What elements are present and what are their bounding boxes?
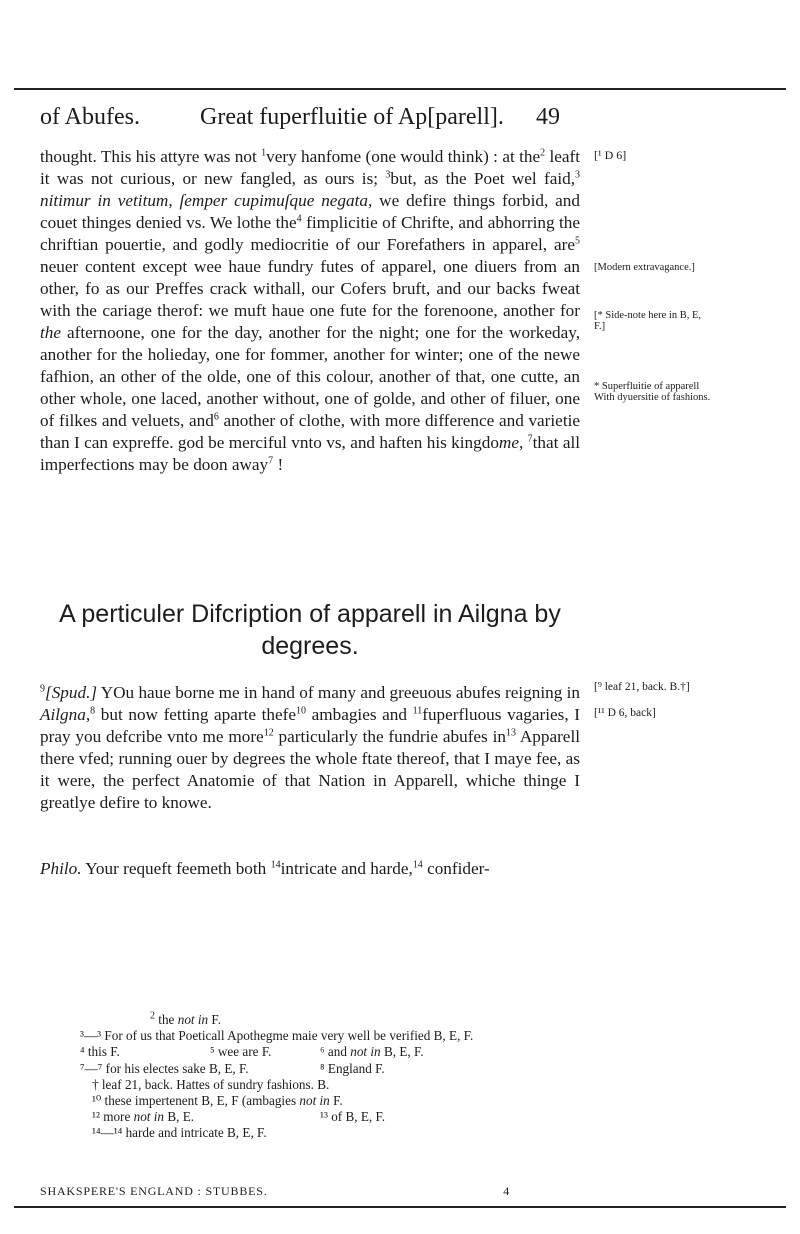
sidenote-d6-back: [¹¹ D 6, back] bbox=[594, 707, 656, 719]
footnote-14: ¹⁴—¹⁴ harde and intricate B, E, F. bbox=[92, 1125, 267, 1141]
sidenote-d6: [¹ D 6] bbox=[594, 148, 627, 162]
footnote-12-13: ¹² more not in B, E. ¹³ of B, E, F. bbox=[92, 1109, 386, 1125]
top-rule bbox=[14, 88, 786, 90]
page-footer bbox=[40, 1184, 510, 1199]
sidenote-side-note-here: [* Side-note here in B, E, F.] bbox=[594, 310, 702, 332]
section-title: A perticuler Difcription of apparell in Ailgna by degrees. bbox=[59, 600, 561, 660]
header-center: Great fuperfluitie of Ap[parell]. bbox=[200, 104, 504, 130]
footnote-2: $^2$ the not in F. bbox=[150, 1010, 221, 1027]
sidenote-superfluitie: * Superfluitie of apparell With dyuersitie of fashions. bbox=[594, 381, 711, 403]
sidenote-modern-extravagance: [Modern extravagance.] bbox=[594, 262, 695, 273]
paragraph-2: $^9$[Spud.] YOu haue borne me in hand of many and greeuous abufes reigning in Ailgna,$^8$ but now fetting aparte thefe$^{10}$ ambagies and $^{11}$fuperfluous vagaries, I pray you defcribe vnto me more$^{12}$ particularly the fundrie abufes $in^{13}$ Apparell there vfed; running ouer by degrees the whole ftate thereof, that I maye fee, as it were, the perfect Anatomie of that Nation in Apparell, whiche thinge I greatlye defire to knowe. bbox=[40, 683, 580, 812]
footer-title: SHAKSPERE'S ENGLAND : STUBBES. bbox=[40, 1184, 268, 1198]
footnotes bbox=[80, 1012, 600, 1142]
footnote-10: ¹⁰ these impertenent B, E, F (ambagies not in F. bbox=[92, 1093, 343, 1109]
bottom-rule bbox=[14, 1206, 786, 1208]
footnote-dagger: † leaf 21, back. Hattes of sundry fashions. B. bbox=[92, 1076, 330, 1092]
running-header bbox=[40, 104, 560, 134]
paragraph-1: thought. This his attyre was not $^1$very hanfome (one would think) : at the$^2$ leaft it was not curious, or new fangled, as ours is; $^3$but, as the Poet wel faid,$^3$ nitimur in vetitum, ſemper cupimuſque negata, we defire things forbid, and couet thinges denied vs. We lothe the$^4$ fimplicitie of Chrifte, and abhorring the chriftian pouertie, and godly mediocritie of our Forefathers in apparel, are$^5$ neuer content except wee haue fundry futes of apparel, one diuers from an other, fo as our Preffes crack withall, our Cofers bruft, and our backs fweat with the cariage therof: we muft haue one fute for the forenoone, another for the afternoone, one for the day, another for the night; one for the workeday, another for the holieday, one for fommer, another for winter; one of the newe fafhion, an other of the olde, one of this colour, another of that, one cutte, an other whole, one laced, another without, one of golde, and other of filuer, one of filkes and veluets, and$^6$ another of clothe, with more difference and varietie than I can expreffe. god be merciful vnto vs, and haften his kingdome, $^7$that all imperfections may be doon away$^7$ ! bbox=[40, 147, 581, 474]
page-number: 49 bbox=[536, 104, 560, 130]
header-left: of Abufes. bbox=[40, 104, 140, 130]
footnote-3: ³—³ For of us that Poeticall Apothegme maie very well be verified B, E, F. bbox=[80, 1028, 474, 1044]
sidenote-leaf-21: [⁹ leaf 21, back. B.†] bbox=[594, 681, 690, 693]
footnote-4-5-6: ⁴ this F. ⁵ wee are F. ⁶ and not in B, E, F. bbox=[80, 1044, 424, 1060]
signature-mark: 4 bbox=[503, 1184, 510, 1198]
paragraph-3: Philo. Your requeft feemeth both $^{14}$intricate and harde,$^{14}$ confider- bbox=[40, 859, 490, 878]
footnote-7-8: ⁷—⁷ for his electes sake B, E, F. ⁸ England F. bbox=[80, 1060, 385, 1076]
